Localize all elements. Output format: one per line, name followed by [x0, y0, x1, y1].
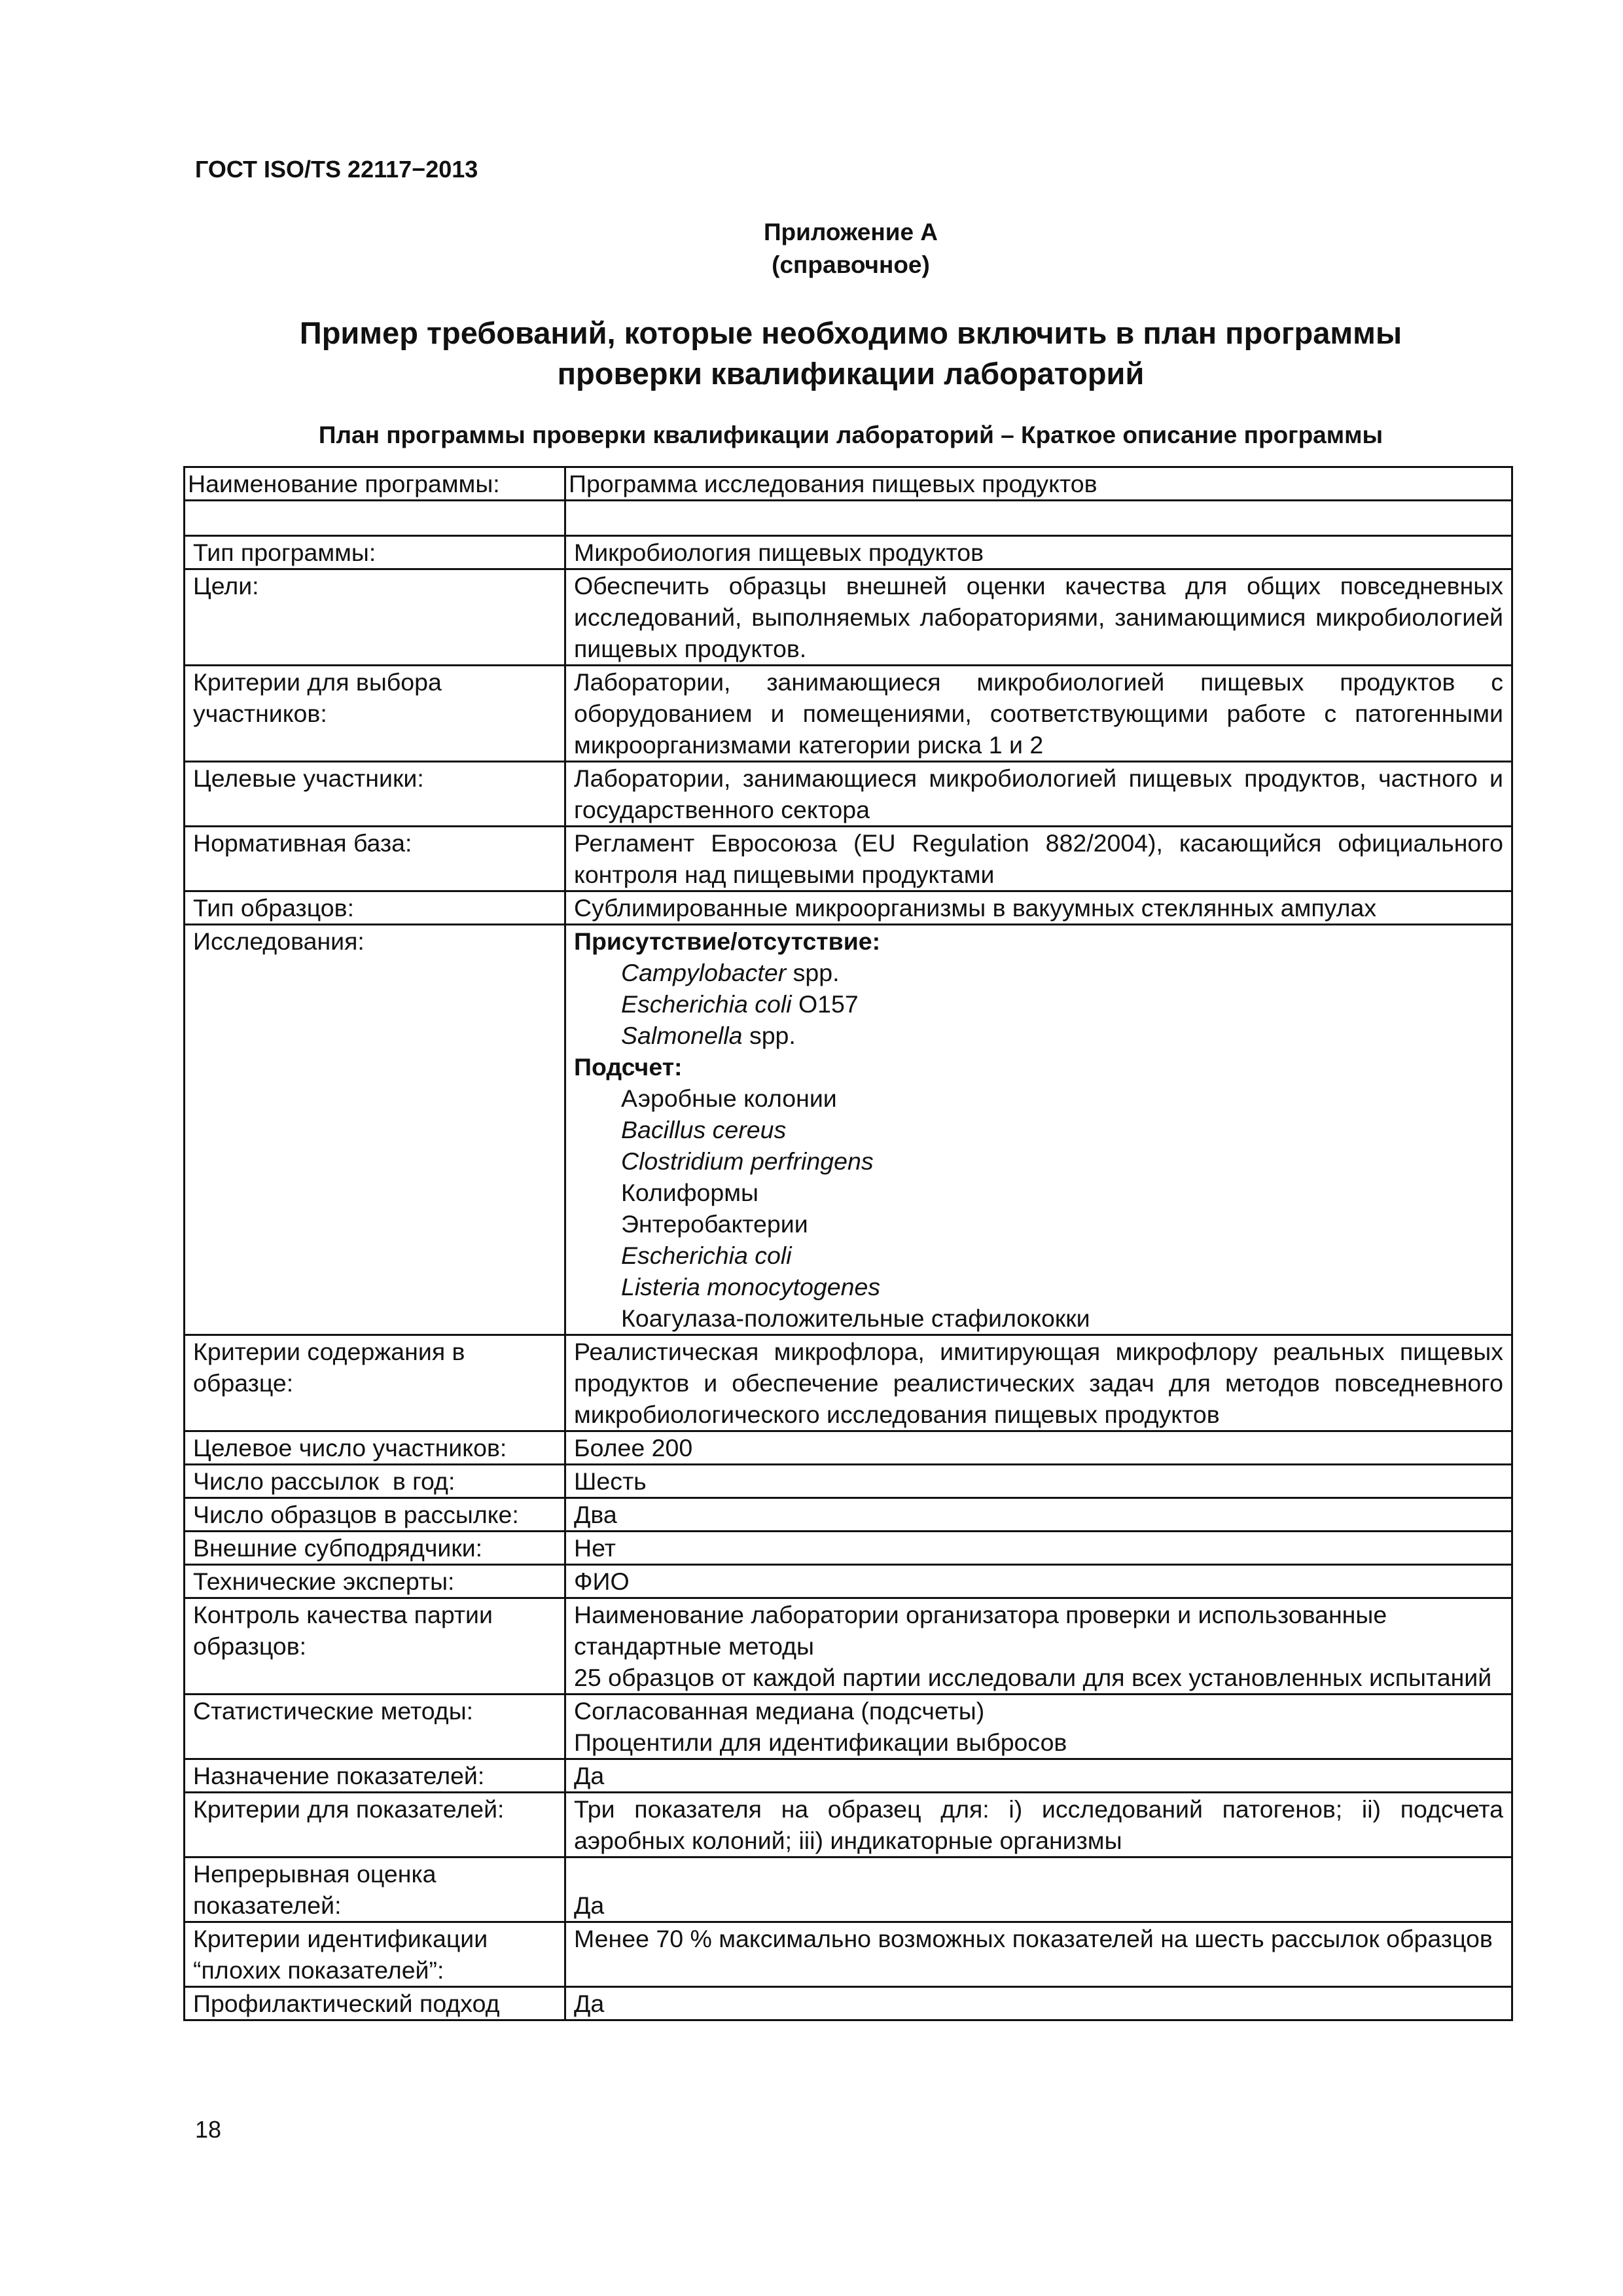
row-value: Лаборатории, занимающиеся микробиологией пищевых продуктов с оборудованием и помещениями, соответствующими работе с патогенными микроорганизмами категории риска 1 и 2 — [565, 666, 1512, 762]
table-row — [185, 1565, 1512, 1598]
row-label: Число образцов в рассылке: — [185, 1498, 565, 1532]
row-value: Нет — [565, 1532, 1512, 1565]
row-value: Реалистическая микрофлора, имитирующая микрофлору реальных пищевых продуктов и обеспечение реалистических задач для методов повседневного микробиологического исследования пищевых продуктов — [565, 1335, 1512, 1431]
table-row-empty — [185, 501, 1512, 536]
row-value: Обеспечить образцы внешней оценки качества для общих повседневных исследований, выполняемых лабораториями, занимающимися микробиологией пищевых продуктов. — [565, 569, 1512, 666]
row-label: Критерии для показателей: — [185, 1793, 565, 1857]
table-row — [185, 1857, 1512, 1922]
table-caption: План программы проверки квалификации лабораторий – Краткое описание программы — [318, 422, 1383, 448]
row-label: Тип программы: — [185, 536, 565, 569]
row-value: Лаборатории, занимающиеся микробиологией пищевых продуктов, частного и государственного сектора — [565, 762, 1512, 827]
row-label: Целевое число участников: — [185, 1431, 565, 1465]
row-label: Профилактический подход — [185, 1987, 565, 2020]
table-row — [185, 666, 1512, 762]
table-row — [185, 1759, 1512, 1793]
row-label — [185, 501, 565, 536]
row-value: Да — [565, 1857, 1512, 1922]
organism-item: Коагулаза-положительные стафилококки — [621, 1304, 1090, 1332]
organism-item: Bacillus cereus — [621, 1116, 787, 1143]
studies-list — [565, 925, 1512, 1335]
row-value — [565, 501, 1512, 536]
annex-kind: (справочное) — [772, 251, 930, 278]
table-row — [185, 1335, 1512, 1431]
row-label: Критерии содержания в образце: — [185, 1335, 565, 1431]
row-label: Целевые участники: — [185, 762, 565, 827]
qc-line: 25 образцов от каждой партии исследовали для всех установленных испытаний — [574, 1664, 1492, 1691]
table-row — [185, 467, 1512, 501]
table-row — [185, 1465, 1512, 1498]
row-label: Технические эксперты: — [185, 1565, 565, 1598]
row-label: Назначение показателей: — [185, 1759, 565, 1793]
table-row-studies — [185, 925, 1512, 1335]
row-value: Микробиология пищевых продуктов — [565, 536, 1512, 569]
qc-line: Наименование лаборатории организатора проверки и использованные стандартные методы — [574, 1601, 1387, 1660]
stats-line: Процентили для идентификации выбросов — [574, 1729, 1067, 1756]
table-row — [185, 569, 1512, 666]
table-row — [185, 827, 1512, 891]
row-value: Да — [565, 1759, 1512, 1793]
table-row — [185, 1695, 1512, 1759]
document-title — [0, 313, 1623, 394]
organism-item: Listeria monocytogenes — [621, 1273, 881, 1300]
organism-item: Campylobacter spp. — [621, 959, 840, 986]
row-value: Программа исследования пищевых продуктов — [565, 467, 1512, 501]
presence-heading: Присутствие/отсутствие: — [574, 927, 881, 955]
row-label: Критерии идентификации “плохих показателей”: — [185, 1922, 565, 1987]
organism-item: Salmonella spp. — [621, 1022, 796, 1049]
stats-line: Согласованная медиана (подсчеты) — [574, 1697, 985, 1725]
row-label: Наименование программы: — [185, 467, 565, 501]
row-label: Тип образцов: — [185, 891, 565, 925]
row-value: Сублимированные микроорганизмы в вакуумных стеклянных ампулах — [565, 891, 1512, 925]
table-row — [185, 1532, 1512, 1565]
table-row — [185, 762, 1512, 827]
organism-item: Энтеробактерии — [621, 1210, 808, 1238]
organism-item: Аэробные колонии — [621, 1085, 837, 1112]
row-value — [565, 1695, 1512, 1759]
table-row — [185, 1793, 1512, 1857]
table-row — [185, 1598, 1512, 1695]
row-label: Число рассылок в год: — [185, 1465, 565, 1498]
row-label: Цели: — [185, 569, 565, 666]
organism-item: Escherichia coli O157 — [621, 990, 859, 1018]
table-row — [185, 1431, 1512, 1465]
row-label: Критерии для выбора участников: — [185, 666, 565, 762]
table-row — [185, 1498, 1512, 1532]
row-value: Более 200 — [565, 1431, 1512, 1465]
row-value: Три показателя на образец для: i) исследований патогенов; ii) подсчета аэробных колоний; iii) индикаторные организмы — [565, 1793, 1512, 1857]
row-value: Два — [565, 1498, 1512, 1532]
row-value: Да — [565, 1987, 1512, 2020]
table-row — [185, 891, 1512, 925]
row-label: Исследования: — [185, 925, 565, 1335]
standard-code: ГОСТ ISO/TS 22117−2013 — [195, 156, 478, 183]
organism-item: Clostridium perfringens — [621, 1147, 874, 1175]
organism-item: Escherichia coli — [621, 1242, 792, 1269]
programme-table — [183, 466, 1513, 2021]
row-label: Непрерывная оценка показателей: — [185, 1857, 565, 1922]
count-heading: Подсчет: — [574, 1053, 683, 1081]
page-number: 18 — [195, 2116, 222, 2143]
annex-title: Приложение А — [763, 219, 938, 245]
row-value — [565, 1598, 1512, 1695]
document-title-line-1: Пример требований, которые необходимо включить в план программы — [299, 315, 1402, 350]
row-value: ФИО — [565, 1565, 1512, 1598]
row-label: Контроль качества партии образцов: — [185, 1598, 565, 1695]
organism-item: Колиформы — [621, 1179, 759, 1206]
row-label: Внешние субподрядчики: — [185, 1532, 565, 1565]
table-row — [185, 1922, 1512, 1987]
row-label: Статистические методы: — [185, 1695, 565, 1759]
row-value: Шесть — [565, 1465, 1512, 1498]
row-value: Регламент Евросоюза (EU Regulation 882/2004), касающийся официального контроля над пищевыми продуктами — [565, 827, 1512, 891]
row-label: Нормативная база: — [185, 827, 565, 891]
document-title-line-2: проверки квалификации лабораторий — [557, 356, 1145, 391]
table-row — [185, 1987, 1512, 2020]
table-row — [185, 536, 1512, 569]
row-value: Менее 70 % максимально возможных показателей на шесть рассылок образцов — [565, 1922, 1512, 1987]
